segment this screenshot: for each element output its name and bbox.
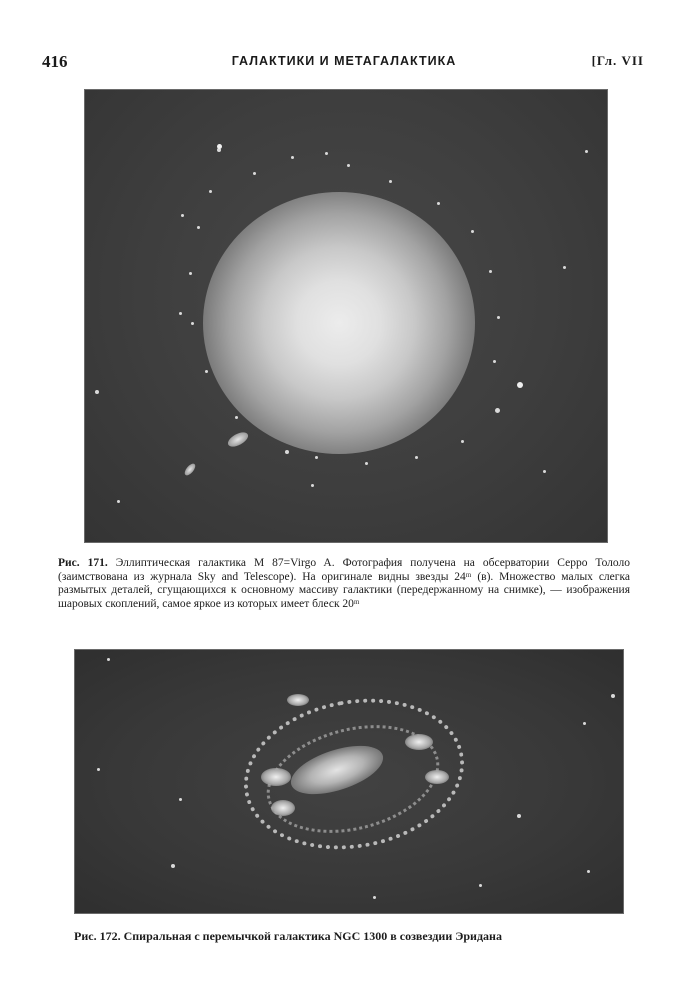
star-dot xyxy=(191,322,194,325)
star-dot xyxy=(563,266,566,269)
star-dot xyxy=(217,144,222,149)
arm-knot xyxy=(287,694,309,706)
arm-knot xyxy=(405,734,433,750)
star-dot xyxy=(489,270,492,273)
figure-172-text: Спиральная с перемычкой галактика NGC 1300 в созвездии Эридана xyxy=(123,929,502,943)
figure-171-text: Эллиптическая галактика М 87=Virgo A. Фотография получена на обсерватории Серро Тололо (заимствована из журнала Sky and Telescope). На оригинале видны звезды 24ᵐ (в). Множество малых слегка размытых деталей, сгущающихся к основному массиву галактики (передержанному на снимке), — изображения шаровых скоплений, самое яркое из которых имеет блеск 20ᵐ xyxy=(58,557,630,610)
star-dot xyxy=(209,190,212,193)
chapter-label: [Гл. VII xyxy=(591,53,644,68)
star-dot xyxy=(479,884,482,887)
star-dot xyxy=(171,864,175,868)
figure-172-label: Рис. 172. xyxy=(74,929,121,943)
page-number: 416 xyxy=(42,52,68,71)
ngc1300-photo xyxy=(74,649,624,914)
star-dot xyxy=(205,370,208,373)
star-dot xyxy=(389,180,392,183)
star-dot xyxy=(611,694,615,698)
star-dot xyxy=(291,156,294,159)
star-dot xyxy=(587,870,590,873)
star-dot xyxy=(543,470,546,473)
star-dot xyxy=(583,722,586,725)
star-dot xyxy=(461,440,464,443)
figure-171-label: Рис. 171. xyxy=(58,557,108,569)
galaxy-halo xyxy=(203,192,475,454)
star-dot xyxy=(181,214,184,217)
star-dot xyxy=(311,484,314,487)
arm-knot xyxy=(425,770,449,784)
arm-knot xyxy=(261,768,291,786)
figure-171-caption xyxy=(58,557,630,611)
page-header xyxy=(0,52,688,72)
star-dot xyxy=(347,164,350,167)
star-dot xyxy=(437,202,440,205)
star-dot xyxy=(189,272,192,275)
star-dot xyxy=(179,798,182,801)
star-dot xyxy=(315,456,318,459)
star-dot xyxy=(197,226,200,229)
star-dot xyxy=(235,416,238,419)
companion-galaxy xyxy=(226,429,251,449)
star-dot xyxy=(585,150,588,153)
star-dot xyxy=(495,408,500,413)
star-dot xyxy=(253,172,256,175)
star-dot xyxy=(117,500,120,503)
star-dot xyxy=(471,230,474,233)
star-dot xyxy=(95,390,99,394)
star-dot xyxy=(517,382,523,388)
running-title: ГАЛАКТИКИ И МЕТАГАЛАКТИКА xyxy=(231,54,457,68)
arm-knot xyxy=(271,800,295,816)
star-dot xyxy=(365,462,368,465)
figure-172-caption xyxy=(74,930,634,944)
star-dot xyxy=(179,312,182,315)
star-dot xyxy=(325,152,328,155)
companion-galaxy xyxy=(183,462,197,477)
star-dot xyxy=(285,450,289,454)
star-dot xyxy=(373,896,376,899)
star-dot xyxy=(97,768,100,771)
m87-photo xyxy=(84,89,608,543)
star-dot xyxy=(415,456,418,459)
star-dot xyxy=(107,658,110,661)
star-dot xyxy=(517,814,521,818)
star-dot xyxy=(493,360,496,363)
star-dot xyxy=(497,316,500,319)
